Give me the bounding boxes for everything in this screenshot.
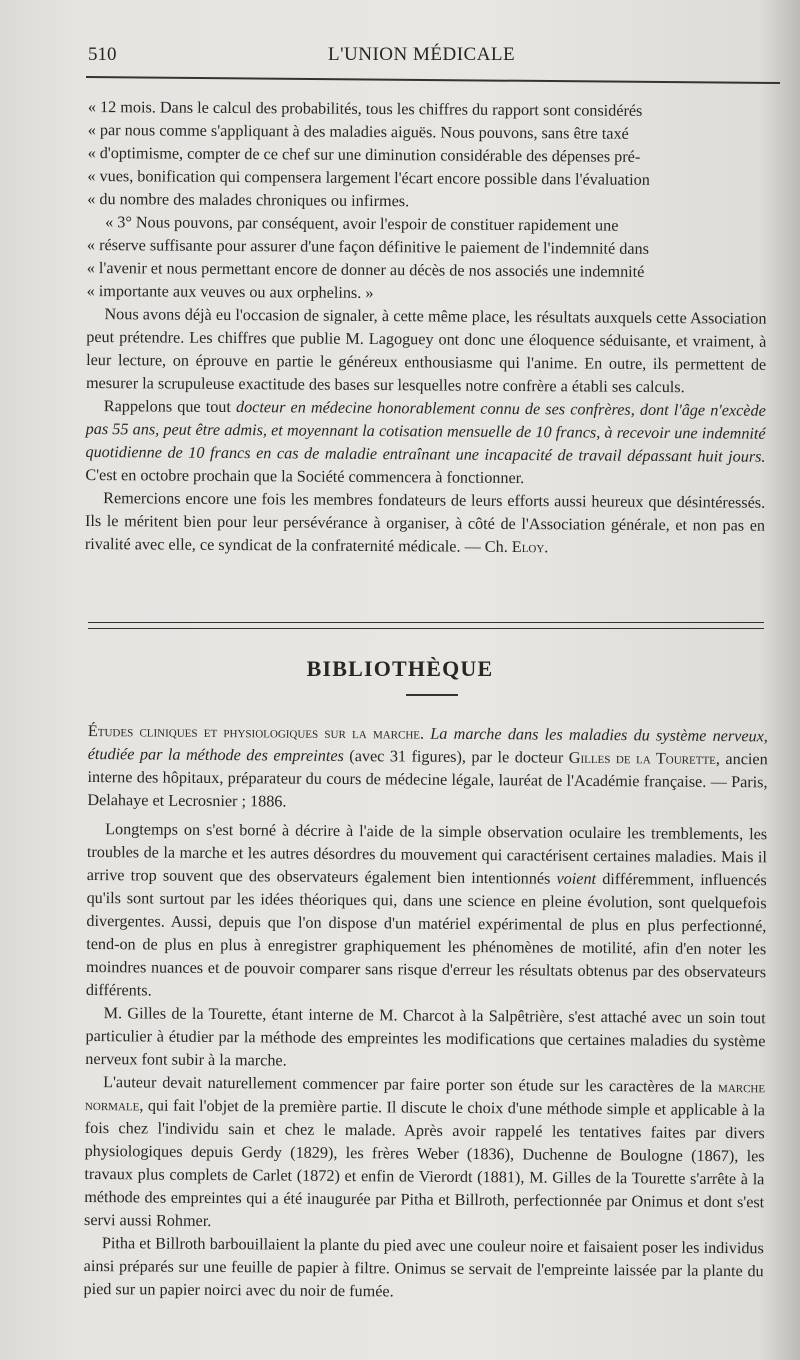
section-divider [88, 622, 764, 629]
book-review [83, 720, 768, 1306]
reference-author: Gilles de la Tourette [568, 748, 717, 768]
paragraph-italic: docteur en médecine honorablement connu de ses confrères, dont l'âge n'excède pas 55 ans, peut être admis, et moyennant la cotisation mensuelle de 10 francs, à recevoir une indemnité quotidienne de 10 francs en cas de maladie entraînant une incapacité de travail dépassant huit jours. [85, 398, 766, 466]
paragraph-italic: voient [556, 869, 597, 888]
quote-line: « réserve suffisante pour assurer d'une façon définitive le paiement de l'indemnité dans [86, 235, 650, 258]
journal-title: L'UNION MÉDICALE [328, 44, 516, 65]
paragraph-text: L'auteur devait naturellement commencer par faire porter son étude sur les caractères de la [103, 1073, 719, 1096]
header-rule [86, 76, 780, 84]
paragraph-text: , qui fait l'objet de la première partie. Il discute le choix d'une méthode simple et applicable à la fois chez l'individu sain et chez le malade. Après avoir rappelé les tentatives faites par divers physiologiques depuis Gerdy (1829), les frères Weber (1836), Duchenne de Boulogne (1867), les travaux plus complets de Carlet (1872) et enfin de Vierordt (1881), M. Gilles de la Tourette s'arrête à la méthode des empreintes qui a été inaugurée par Pitha et Billroth, perfectionnée par Onimus et dont s'est servi aussi Rohmer. [84, 1096, 766, 1230]
paragraph-text: C'est en octobre prochain que la Société commencera à fonctionner. [85, 465, 525, 488]
paragraph: M. Gilles de la Tourette, étant interne de M. Charcot à la Salpêtrière, s'est attaché avec un soin tout particulier à étudier par la méthode des empreintes les modifications que certaines maladies du système nerveux font subir à la marche. [85, 1004, 766, 1070]
page-number: 510 [88, 44, 117, 65]
paragraph-text: Rappelons que tout [103, 397, 237, 417]
section-title: BIBLIOTHÈQUE [306, 656, 494, 681]
page-header [88, 44, 768, 74]
reference-text: , ancien interne des hôpitaux, préparateur du cours de médecine légale, lauréat de l'Académie française. — Paris, Delahaye et Lecrosnier ; 1886. [87, 749, 768, 811]
quote-line: « l'avenir et nous permettant encore de donner au décès de nos associés une indemnité [86, 258, 645, 281]
author-signature: Eloy. [511, 537, 549, 557]
title-rule [406, 694, 458, 696]
quote-line: « 12 mois. Dans le calcul des probabilités, tous les chiffres du rapport sont considérés [87, 97, 643, 120]
paragraph: Pitha et Billroth barbouillaient la plante du pied avec une couleur noire et faisaient poser les individus ainsi préparés sur une feuille de papier à filtre. Onimus se servait de l'empreinte laissée par la plante du pied sur un papier noirci avec du noir de fumée. [83, 1234, 764, 1301]
paragraph [86, 818, 767, 1007]
quote-line: « du nombre des malades chroniques ou infirmes. [87, 189, 410, 211]
quote-line: « d'optimisme, compter de ce chef sur une diminution considérable des dépenses pré- [87, 143, 641, 166]
quote-line: « par nous comme s'appliquant à des maladies aiguës. Nous pouvons, sans être taxé [87, 120, 629, 143]
quote-line: « importante aux veuves ou aux orphelins. » [86, 281, 374, 302]
paragraph-text: différemment, influencés qu'ils sont surtout par les idées théoriques qui, dans une science en pleine évolution, sont quelquefois divergentes. Aussi, depuis que l'on dispose d'un matériel expérimental de plus en plus perfectionné, tend-on de plus en plus à enregistrer graphiquement les phénomènes de motilité, afin d'en noter les moindres nuances et de pouvoir comparer sans risque d'erreur les résultats obtenus par des observateurs différents. [85, 869, 767, 1000]
quote-line: « vues, bonification qui compensera largement l'écart encore possible dans l'évaluation [87, 166, 650, 189]
bibliographic-reference [87, 720, 768, 817]
reference-label: Études cliniques et physiologiques sur la marche. [87, 721, 425, 743]
article-continuation [85, 96, 768, 561]
paragraph: Nous avons déjà eu l'occasion de signaler, à cette même place, les résultats auxquels cette Association peut prétendre. Les chiffres que publie M. Lagoguey ont donc une éloquence séduisante, et vraiment, à leur lecture, on éprouve en partie le généreux enthousiasme qui l'anime. En outre, ils permettent de mesurer la scrupuleuse exactitude des bases sur lesquelles notre confrère a établi ses calculs. [85, 305, 767, 397]
paragraph [85, 395, 766, 492]
paragraph-text: Remercions encore une fois les membres fondateurs de leurs efforts aussi heureux que désintéressés. Ils le méritent bien pour leur persévérance à organiser, à côté de l'Association générale, et non pas en rivalité avec elle, ce syndicat de la confraternité médicale. — Ch. [84, 489, 766, 556]
reference-text: (avec 31 figures), par le docteur [343, 747, 569, 767]
paragraph [84, 1071, 765, 1237]
paragraph-text: Longtemps on s'est borné à décrire à l'aide de la simple observation oculaire les tremblements, les troubles de la marche et les autres désordres du mouvement qui caractérisent certaines maladies. Mais il arrive trop souvent que des observateurs également bien intentionnés [86, 820, 768, 888]
quote-line: « 3° Nous pouvons, par conséquent, avoir l'espoir de constituer rapidement une [105, 213, 619, 235]
reference-title: La marche dans les maladies du système nerveux, étudiée par la méthode des empreintes [87, 724, 768, 766]
paragraph-smallcaps: marche normale [84, 1077, 766, 1115]
paragraph [85, 487, 765, 561]
